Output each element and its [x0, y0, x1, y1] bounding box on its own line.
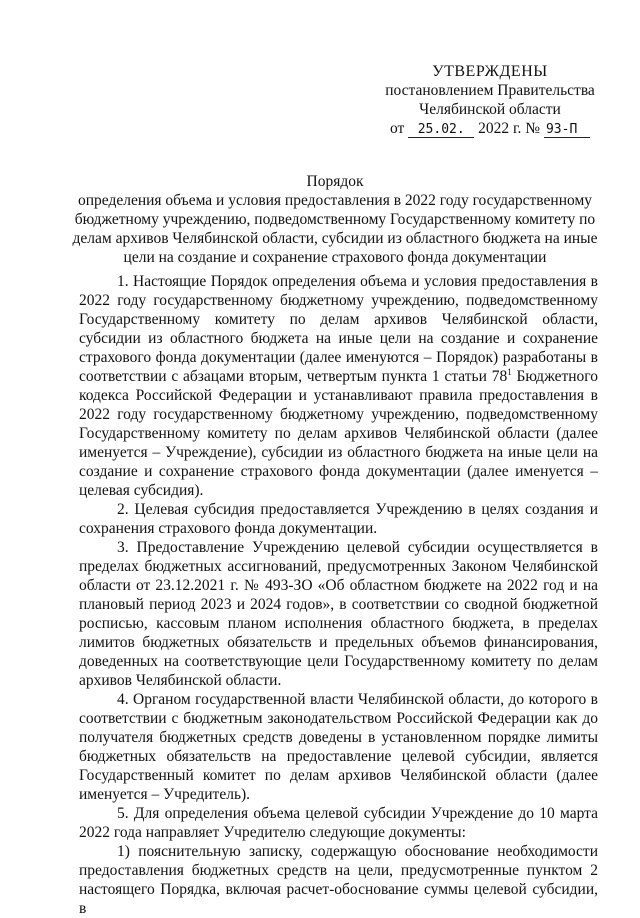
- paragraph-1: [79, 272, 598, 500]
- decree-prefix: от: [390, 120, 405, 137]
- title-line-1: Порядок: [306, 173, 364, 190]
- paragraph-3: 3. Предоставление Учреждению целевой субсидии осуществляется в пределах бюджетных ассигнований, предусмотренных Законом Челябинской области от 23.12.2021 г. № 493-ЗО «Об областном бюджете на 2022 год и на плановый период 2023 и 2024 годов», в соответствии со сводной бюджетной росписью, кассовым планом исполнения областного бюджета, в пределах лимитов бюджетных обязательств и предельных объемов финансирования, доведенных на соответствующие цели Государственному комитету по делам архивов Челябинской области.: [79, 539, 598, 689]
- decree-number: 93-П: [544, 123, 590, 138]
- title-line-2: определения объема и условия предоставления в 2022 году государственному: [77, 192, 593, 209]
- approval-line-2: Челябинской области: [419, 101, 561, 118]
- paragraph-2: 2. Целевая субсидия предоставляется Учреждению в целях создания и сохранения страхового фонда документации.: [79, 501, 598, 537]
- paragraph-1-part-a: 1. Настоящие Порядок определения объема и условия предоставления в 2022 году государственному бюджетному учреждению, подведомственному Государственному комитету по делам архивов Челябинской области, субсидии из областного бюджета на иные цели на создание и сохранение страхового фонда документации (далее именуются – Порядок) разработаны в соответствии с абзацами вторым, четвертым пункта 1 статьи 78: [79, 273, 598, 385]
- paragraph-6: 1) пояснительную записку, содержащую обоснование необходимости предоставления бюджетных средств на цели, предусмотренные пунктом 2 настоящего Порядка, включая расчет-обоснование суммы целевой субсидии, в: [79, 843, 598, 917]
- document-body: [79, 272, 598, 918]
- paragraph-1-part-b: Бюджетного кодекса Российской Федерации и устанавливают правила предоставления в 2022 году государственному бюджетному учреждению, подведомственному Государственному комитету по делам архивов Челябинской области (далее именуется – Учреждение), субсидии из областного бюджета на иные цели на создание и сохранение страхового фонда документации (далее именуется – целевая субсидия).: [79, 368, 598, 499]
- decree-line: [380, 119, 600, 138]
- title-line-4: делам архивов Челябинской области, субсидии из областного бюджета на иные: [72, 230, 598, 247]
- paragraph-4: 4. Органом государственной власти Челябинской области, до которого в соответствии с бюджетным законодательством Российской Федерации как до получателя бюджетных средств доведены в установленном порядке лимиты бюджетных обязательств на предоставление целевой субсидии, является Государственный комитет по делам архивов Челябинской области (далее именуется – Учредитель).: [79, 691, 598, 803]
- article-superscript: 1: [507, 366, 512, 377]
- approval-line-1: постановлением Правительства: [385, 82, 595, 99]
- paragraph-5: 5. Для определения объема целевой субсидии Учреждение до 10 марта 2022 года направляет Учредителю следующие документы:: [79, 805, 598, 841]
- title-line-3: бюджетному учреждению, подведомственному Государственному комитету по: [74, 211, 596, 228]
- decree-year: 2022 г. №: [478, 120, 541, 137]
- approval-heading: УТВЕРЖДЕНЫ: [432, 63, 548, 80]
- approval-block: [380, 62, 600, 138]
- decree-date: 25.02.: [408, 123, 474, 138]
- document-title: [70, 172, 600, 267]
- title-line-5: цели на создание и сохранение страхового фонда документации: [123, 249, 547, 266]
